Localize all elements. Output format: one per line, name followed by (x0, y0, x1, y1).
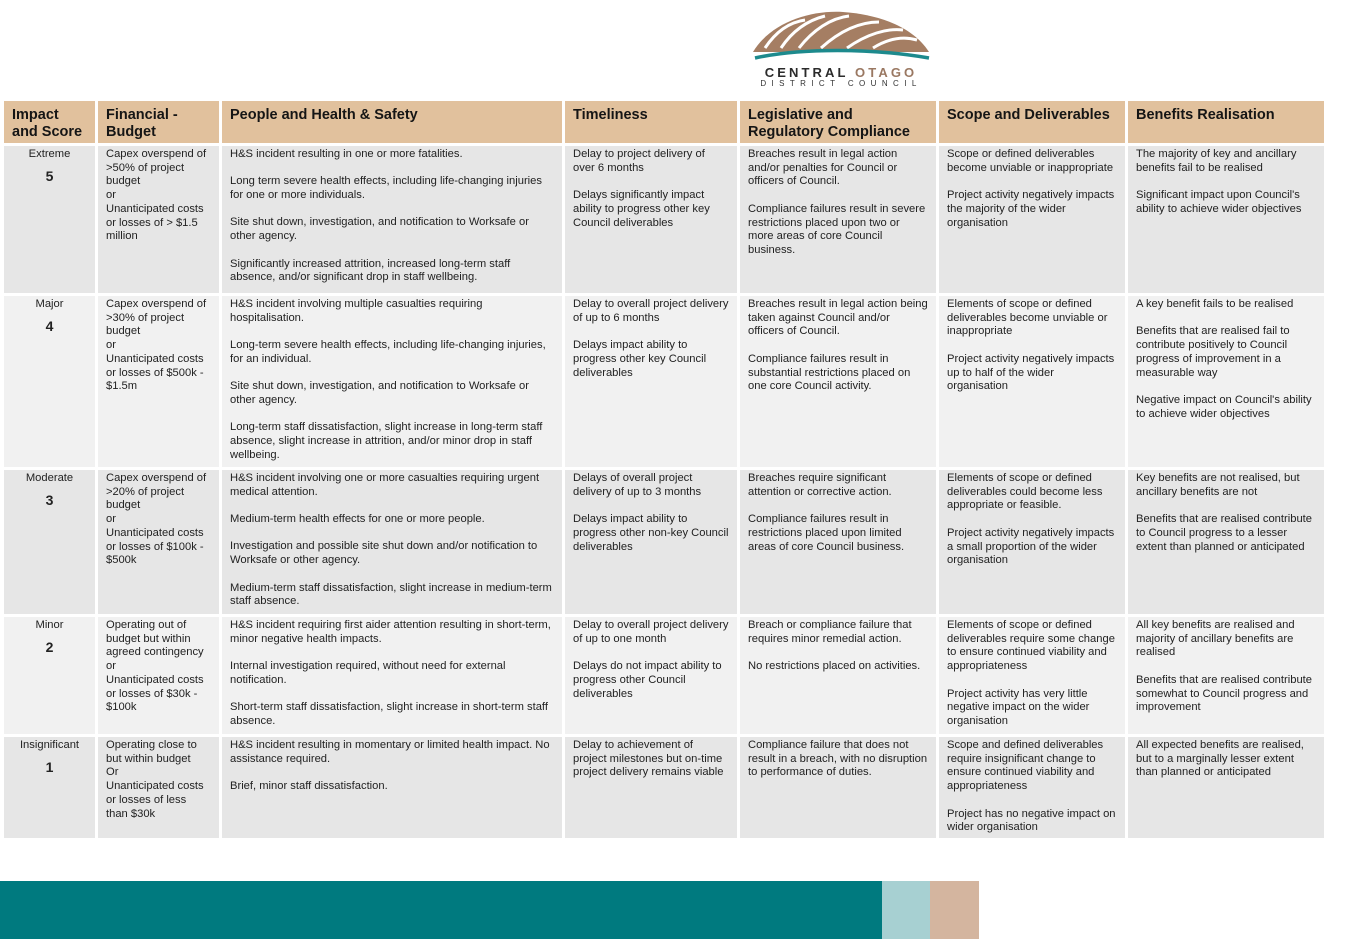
footer-band-light (882, 881, 930, 939)
header-financial: Financial - Budget (98, 101, 219, 143)
people-text: H&S incident resulting in momentary or limited health impact. No assistance required. (230, 739, 550, 765)
legislative-cell (740, 617, 936, 734)
people-text: Site shut down, investigation, and notification to Worksafe or other agency. (230, 216, 529, 243)
legislative-text: Compliance failures result in severe restrictions placed upon two or more areas of core Council business. (748, 202, 926, 256)
scope-text: Elements of scope or defined deliverables become unviable or inappropriate (947, 298, 1108, 338)
impact-label: Moderate (25, 472, 74, 484)
people-text: H&S incident involving one or more casualties requiring urgent medical attention. (230, 472, 540, 498)
matrix-body (4, 146, 1324, 838)
legislative-text: Breaches require significant attention or corrective action. (748, 472, 892, 498)
hills-logo-icon (751, 8, 931, 66)
header-timeliness: Timeliness (565, 101, 737, 143)
impact-label: Minor (35, 619, 64, 631)
benefits-text: Benefits that are realised fail to contribute positively to Council progress of improvement in a measurable way (1136, 325, 1290, 379)
header-people: People and Health & Safety (222, 101, 562, 143)
benefits-cell (1128, 146, 1324, 293)
financial-cell (98, 146, 219, 293)
impact-score: 4 (45, 317, 54, 334)
table-row (4, 146, 1324, 293)
benefits-text: Significant impact upon Council's ability to achieve wider objectives (1136, 189, 1302, 215)
scope-cell (939, 296, 1125, 467)
legislative-text: Breaches result in legal action being taken against Council and/or officers of Council. (748, 298, 928, 338)
people-text: Long term severe health effects, including life-changing injuries for one or more individuals. (230, 175, 542, 202)
impact-label: Major (35, 298, 64, 310)
logo-wordmark: CENTRAL OTAGO (764, 65, 918, 80)
table-row (4, 617, 1324, 734)
scope-text: Project activity has very little negative impact on the wider organisation (947, 687, 1090, 727)
financial-text: Unanticipated costs or losses of $100k - $500k (106, 526, 204, 567)
table-row (4, 737, 1324, 838)
financial-cell (98, 617, 219, 734)
financial-text: or (106, 189, 116, 202)
impact-cell (4, 146, 95, 293)
people-text: Long-term severe health effects, including life-changing injuries, for an individual. (230, 339, 546, 365)
logo-subtitle: DISTRICT COUNCIL (760, 79, 922, 88)
financial-text: Unanticipated costs or losses of $30k - $100k (106, 673, 204, 714)
impact-label: Insignificant (19, 739, 80, 751)
people-cell (222, 470, 562, 614)
impact-cell (4, 470, 95, 614)
timeliness-cell (565, 617, 737, 734)
people-text: Medium-term staff dissatisfaction, slight increase in medium-term staff absence. (230, 581, 552, 608)
timeliness-cell (565, 146, 737, 293)
people-text: Short-term staff dissatisfaction, slight increase in short-term staff absence. (230, 701, 548, 727)
legislative-cell (740, 470, 936, 614)
impact-score: 1 (45, 758, 54, 775)
legislative-text: Compliance failures result in substantial restrictions placed on one core Council activity. (748, 352, 911, 393)
people-cell (222, 146, 562, 293)
benefits-text: All expected benefits are realised, but to a marginally lesser extent than planned or anticipated (1136, 739, 1304, 779)
financial-text: Capex overspend of >50% of project budget (106, 148, 207, 188)
timeliness-text: Delay to achievement of project milestones but on-time project delivery remains viable (573, 739, 724, 779)
people-text: Long-term staff dissatisfaction, slight increase in long-term staff absence, slight increase in attrition, and/or minor drop in staff wellbeing. (230, 421, 543, 461)
financial-cell (98, 296, 219, 467)
legislative-cell (740, 146, 936, 293)
scope-text: Project activity negatively impacts up to half of the wider organisation (947, 352, 1115, 393)
benefits-text: The majority of key and ancillary benefits fail to be realised (1136, 148, 1297, 174)
people-text: Site shut down, investigation, and notification to Worksafe or other agency. (230, 380, 529, 406)
people-text: Internal investigation required, without need for external notification. (230, 660, 506, 686)
benefits-text: A key benefit fails to be realised (1136, 298, 1294, 310)
timeliness-text: Delay to overall project delivery of up to 6 months (573, 298, 729, 324)
table-row (4, 296, 1324, 467)
timeliness-cell (565, 296, 737, 467)
scope-text: Elements of scope or defined deliverables require some change to ensure continued viability and appropriateness (947, 619, 1115, 673)
legislative-cell (740, 737, 936, 838)
people-cell (222, 617, 562, 734)
benefits-cell (1128, 617, 1324, 734)
financial-text: Capex overspend of >30% of project budget (106, 298, 207, 338)
scope-cell (939, 737, 1125, 838)
financial-text: Capex overspend of >20% of project budget (106, 472, 207, 512)
timeliness-text: Delays impact ability to progress other key Council deliverables (573, 339, 707, 379)
benefits-text: Negative impact on Council's ability to achieve wider objectives (1136, 393, 1312, 420)
financial-text: Or (106, 766, 119, 779)
timeliness-text: Delays significantly impact ability to progress other key Council deliverables (573, 189, 710, 229)
people-cell (222, 296, 562, 467)
financial-text: Operating out of budget but within agreed contingency (106, 619, 204, 659)
people-text: H&S incident requiring first aider attention resulting in short-term, minor negative health impacts. (230, 619, 551, 645)
timeliness-cell (565, 470, 737, 614)
financial-text: Operating close to but within budget (106, 739, 197, 765)
impact-score: 3 (45, 491, 54, 508)
scope-text: Project has no negative impact on wider organisation (947, 807, 1116, 834)
timeliness-text: Delays impact ability to progress other non-key Council deliverables (573, 513, 729, 553)
timeliness-cell (565, 737, 737, 838)
scope-text: Elements of scope or defined deliverables could become less appropriate or feasible. (947, 472, 1103, 512)
impact-cell (4, 296, 95, 467)
timeliness-text: Delays do not impact ability to progress other Council deliverables (573, 660, 722, 700)
scope-cell (939, 617, 1125, 734)
table-row (4, 470, 1324, 614)
impact-cell (4, 617, 95, 734)
impact-cell (4, 737, 95, 838)
legislative-cell (740, 296, 936, 467)
matrix-header-row (4, 101, 1324, 143)
people-text: Investigation and possible site shut down and/or notification to Worksafe or other agency. (230, 540, 538, 567)
scope-text: Scope and defined deliverables require insignificant change to ensure continued viability and appropriateness (947, 739, 1104, 793)
scope-text: Project activity negatively impacts a small proportion of the wider organisation (947, 526, 1115, 567)
scope-text: Project activity negatively impacts the majority of the wider organisation (947, 189, 1115, 229)
people-text: Brief, minor staff dissatisfaction. (230, 780, 388, 793)
header-legislative: Legislative and Regulatory Compliance (740, 101, 936, 143)
header-benefits: Benefits Realisation (1128, 101, 1324, 143)
legislative-text: No restrictions placed on activities. (748, 660, 921, 673)
people-text: Medium-term health effects for one or more people. (230, 513, 485, 526)
people-text: H&S incident involving multiple casualties requiring hospitalisation. (230, 298, 483, 324)
timeliness-text: Delay to overall project delivery of up to one month (573, 619, 729, 645)
people-text: H&S incident resulting in one or more fatalities. (230, 148, 463, 160)
financial-cell (98, 737, 219, 838)
financial-text: Unanticipated costs or losses of $500k - $1.5m (106, 352, 204, 393)
scope-text: Scope or defined deliverables become unviable or inappropriate (947, 148, 1114, 174)
legislative-text: Breach or compliance failure that requires minor remedial action. (748, 619, 912, 645)
header-impact: Impact and Score (4, 101, 95, 143)
timeliness-text: Delays of overall project delivery of up to 3 months (573, 472, 702, 498)
people-cell (222, 737, 562, 838)
scope-cell (939, 470, 1125, 614)
financial-cell (98, 470, 219, 614)
council-logo (745, 6, 937, 86)
benefits-cell (1128, 296, 1324, 467)
people-text: Significantly increased attrition, increased long-term staff absence, and/or significant drop in staff wellbeing. (230, 257, 511, 284)
benefits-text: Benefits that are realised contribute to Council progress to a lesser extent than planned or anticipated (1136, 513, 1312, 553)
impact-score: 5 (45, 167, 54, 184)
benefits-text: Key benefits are not realised, but ancillary benefits are not (1136, 472, 1300, 498)
benefits-cell (1128, 737, 1324, 838)
benefits-cell (1128, 470, 1324, 614)
timeliness-text: Delay to project delivery of over 6 months (573, 148, 705, 174)
impact-score: 2 (45, 638, 54, 655)
legislative-text: Compliance failure that does not result in a breach, with no disruption to performance of duties. (748, 739, 928, 779)
header-scope: Scope and Deliverables (939, 101, 1125, 143)
financial-text: or (106, 660, 116, 673)
financial-text: or (106, 513, 116, 526)
legislative-text: Compliance failures result in restrictions placed upon limited areas of core Council business. (748, 513, 905, 553)
legislative-text: Breaches result in legal action and/or penalties for Council or officers of Council. (748, 148, 898, 188)
footer-band-teal (0, 881, 882, 939)
financial-text: or (106, 339, 116, 352)
impact-label: Extreme (28, 148, 71, 160)
scope-cell (939, 146, 1125, 293)
financial-text: Unanticipated costs or losses of less than $30k (106, 780, 204, 820)
benefits-text: All key benefits are realised and majority of ancillary benefits are realised (1136, 619, 1295, 659)
financial-text: Unanticipated costs or losses of > $1.5 million (106, 202, 204, 243)
benefits-text: Benefits that are realised contribute somewhat to Council progress and improvement (1136, 673, 1312, 714)
footer-band-tan (930, 881, 979, 939)
risk-impact-matrix (1, 98, 1327, 841)
